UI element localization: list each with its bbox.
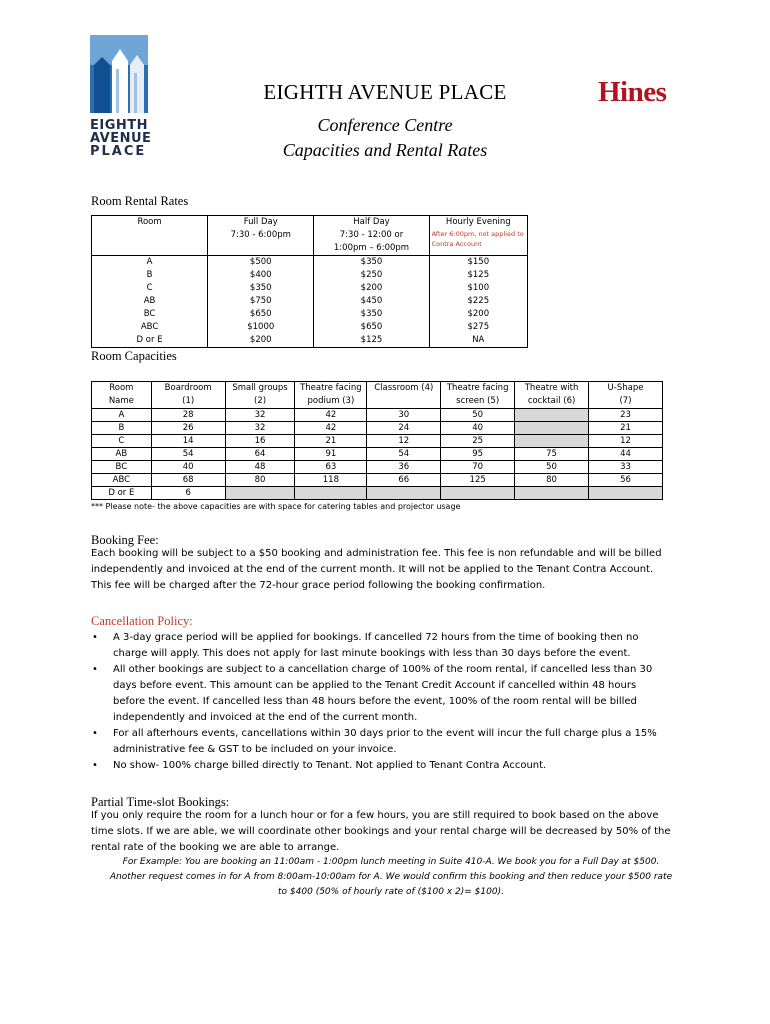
partial-heading: Partial Time-slot Bookings: [91, 795, 230, 809]
rates-full-day-column [208, 256, 314, 348]
capacity-header-line: Theatre facing [446, 383, 509, 393]
capacity-cell: 26 [151, 422, 225, 435]
capacity-cell: 125 [441, 474, 515, 487]
logo-word-1: EIGHTH [90, 118, 149, 133]
rate-hourly-value: $200 [467, 309, 490, 319]
rates-header-room: Room [92, 216, 208, 256]
rate-half-day-value: $200 [360, 283, 383, 293]
capacity-cell: 95 [441, 448, 515, 461]
rate-room-name: D or E [136, 335, 163, 345]
capacity-cell: 32 [225, 422, 295, 435]
subtitle-capacities: Capacities and Rental Rates [282, 140, 488, 160]
capacity-header [515, 382, 589, 409]
capacity-cell [441, 487, 515, 500]
logo-word-2: AVENUE [90, 131, 152, 146]
capacity-header-line: Theatre facing [300, 383, 362, 393]
example-line: For Example: You are booking an 11:00am - 1:00pm lunch meeting in Suite 410-A. We book you for a Full Day at $500. [122, 857, 660, 867]
partial-line: time slots. If we are able, we will coordinate other bookings and your rental charge will be decreased by 50% of the [91, 826, 671, 837]
rates-room-column [92, 256, 208, 348]
capacity-cell [515, 435, 589, 448]
capacity-header-line: Name [108, 396, 134, 406]
capacity-cell: 66 [367, 474, 441, 487]
rate-full-day-value: $200 [249, 335, 272, 345]
rate-room-name: BC [143, 309, 156, 319]
capacity-cell: 12 [367, 435, 441, 448]
capacity-header-line: Boardroom [164, 383, 212, 393]
capacity-cell: 16 [225, 435, 295, 448]
cancellation-item [91, 662, 681, 726]
capacity-cell [367, 487, 441, 500]
capacity-header-line: screen (5) [456, 396, 500, 406]
bullet-icon: • [92, 664, 98, 675]
capacity-cell [515, 409, 589, 422]
cancellation-item [91, 758, 681, 774]
rate-half-day-value: $450 [360, 296, 383, 306]
rate-hourly-value: $225 [467, 296, 490, 306]
rate-hourly-value: $150 [467, 257, 490, 267]
capacity-header-line: Small groups [232, 383, 288, 393]
capacity-cell [515, 487, 589, 500]
capacity-cell: 64 [225, 448, 295, 461]
capacity-cell: 75 [515, 448, 589, 461]
capacity-cell: 54 [151, 448, 225, 461]
rate-full-day-value: $1000 [247, 322, 275, 332]
rate-room-name: AB [143, 296, 156, 306]
partial-line: If you only require the room for a lunch hour or for a few hours, you are still required to book based on the above [91, 810, 659, 821]
capacity-cell: A [92, 409, 152, 422]
rate-room-name: ABC [140, 322, 159, 332]
capacity-cell: 54 [367, 448, 441, 461]
rate-hourly-value: NA [472, 335, 485, 345]
subtitle-conference: Conference Centre [317, 115, 453, 135]
capacity-cell: 32 [225, 409, 295, 422]
capacity-header [367, 382, 441, 409]
capacity-cell: BC [92, 461, 152, 474]
rate-half-day-value: $125 [360, 335, 383, 345]
capacity-cell: 24 [367, 422, 441, 435]
capacity-cell: 50 [441, 409, 515, 422]
capacity-cell: 28 [151, 409, 225, 422]
page-title: EIGHTH AVENUE PLACE [263, 80, 507, 104]
capacity-header [151, 382, 225, 409]
rates-header-hourly: Hourly Evening After 6:00pm, not applied to Contra Account [429, 216, 527, 256]
example-line: to $400 (50% of hourly rate of ($100 x 2)= $100). [278, 887, 504, 897]
rate-half-day-value: $650 [360, 322, 383, 332]
rental-rates-heading: Room Rental Rates [91, 194, 189, 208]
cancellation-line: A 3-day grace period will be applied for bookings. If cancelled 72 hours from the time of booking then no [113, 632, 639, 643]
rate-full-day-value: $500 [249, 257, 272, 267]
booking-fee-line: This fee will be charged after the 72-hour grace period following the booking confirmation. [91, 580, 546, 591]
bullet-icon: • [92, 760, 98, 771]
capacity-cell [295, 487, 367, 500]
capacity-row [92, 409, 663, 422]
capacity-cell: 80 [225, 474, 295, 487]
rental-rates-table [91, 215, 528, 348]
capacity-cell: 14 [151, 435, 225, 448]
capacity-cell: 36 [367, 461, 441, 474]
rate-room-name: B [146, 270, 153, 280]
capacities-heading: Room Capacities [91, 349, 177, 363]
cancellation-line: All other bookings are subject to a cancellation charge of 100% of the room rental, if cancelled less than 30 [113, 664, 653, 675]
partial-line: rental rate of the booking we are able to arrange. [91, 842, 340, 853]
capacity-cell: 48 [225, 461, 295, 474]
rate-full-day-value: $400 [249, 270, 272, 280]
capacity-header-line: (2) [254, 396, 267, 406]
rate-full-day-value: $350 [249, 283, 272, 293]
rate-half-day-value: $350 [360, 257, 383, 267]
bullet-icon: • [92, 728, 98, 739]
rates-half-day-column [314, 256, 429, 348]
partial-text [91, 808, 691, 856]
capacity-cell: 70 [441, 461, 515, 474]
capacity-header-line: U-Shape [607, 383, 644, 393]
capacity-cell: ABC [92, 474, 152, 487]
booking-fee-line: independently and invoiced at the end of the current month. It will not be applied to the Tenant Contra Account. [91, 564, 654, 575]
capacity-cell: 56 [589, 474, 663, 487]
capacity-row [92, 448, 663, 461]
capacity-header-line: (7) [619, 396, 632, 406]
capacity-cell: 40 [151, 461, 225, 474]
cancellation-list [91, 630, 681, 774]
capacity-cell: 21 [295, 435, 367, 448]
capacity-cell: B [92, 422, 152, 435]
rate-full-day-value: $650 [249, 309, 272, 319]
capacity-header [92, 382, 152, 409]
capacity-cell: 44 [589, 448, 663, 461]
cancellation-line: days before event. This amount can be applied to the Tenant Credit Account if cancelled within 48 hours [113, 680, 637, 691]
capacity-header [295, 382, 367, 409]
capacity-cell [225, 487, 295, 500]
cancellation-line: For all afterhours events, cancellations within 30 days prior to the event will incur the full charge plus a 15% [113, 728, 657, 739]
rate-half-day-value: $250 [360, 270, 383, 280]
capacity-cell: C [92, 435, 152, 448]
capacity-header-line: cocktail (6) [527, 396, 576, 406]
capacity-cell: 80 [515, 474, 589, 487]
rate-hourly-value: $125 [467, 270, 490, 280]
capacity-header-line: (1) [182, 396, 195, 406]
capacities-table [91, 381, 663, 500]
capacity-row [92, 435, 663, 448]
capacity-row [92, 461, 663, 474]
capacity-row [92, 422, 663, 435]
rate-hourly-value: $275 [467, 322, 490, 332]
capacity-cell: 68 [151, 474, 225, 487]
cancellation-item [91, 726, 681, 758]
capacity-header-line: podium (3) [307, 396, 355, 406]
capacity-row [92, 474, 663, 487]
capacity-cell: 33 [589, 461, 663, 474]
partial-example [91, 855, 691, 900]
hines-logo: Hines [598, 76, 667, 108]
cancellation-line: before the event. If cancelled less than 48 hours before the event, 100% of the room rental will be billed [113, 696, 637, 707]
capacity-header-line: Room [109, 383, 134, 393]
capacity-header [441, 382, 515, 409]
booking-fee-text [91, 546, 691, 594]
capacity-header-line: Theatre with [524, 383, 579, 393]
capacity-cell: 40 [441, 422, 515, 435]
capacity-cell: 6 [151, 487, 225, 500]
cancellation-line: No show- 100% charge billed directly to Tenant. Not applied to Tenant Contra Account. [113, 760, 547, 771]
rates-header-half-day: Half Day 7:30 - 12:00 or 1:00pm – 6:00pm [314, 216, 429, 256]
capacity-cell: 42 [295, 409, 367, 422]
example-line: Another request comes in for A from 8:00am-10:00am for A. We would confirm this booking and then reduce your $500 rate [109, 872, 673, 882]
bullet-icon: • [92, 632, 98, 643]
capacity-cell: 30 [367, 409, 441, 422]
booking-fee-heading: Booking Fee: [91, 533, 159, 547]
capacity-header [225, 382, 295, 409]
capacity-row [92, 487, 663, 500]
cancellation-line: charge will apply. This does not apply for last minute bookings with less than 30 days before the event. [113, 648, 631, 659]
rate-room-name: C [146, 283, 153, 293]
capacity-cell: 23 [589, 409, 663, 422]
capacity-cell: 42 [295, 422, 367, 435]
capacity-cell: AB [92, 448, 152, 461]
rate-hourly-value: $100 [467, 283, 490, 293]
capacity-cell: 21 [589, 422, 663, 435]
capacities-note: *** Please note- the above capacities are with space for catering tables and projector usage [91, 502, 461, 511]
capacity-cell: 63 [295, 461, 367, 474]
cancellation-heading: Cancellation Policy: [91, 614, 193, 628]
booking-fee-line: Each booking will be subject to a $50 booking and administration fee. This fee is non refundable and will be billed [91, 548, 662, 559]
capacity-cell: 118 [295, 474, 367, 487]
cancellation-line: administrative fee & GST to be included on your invoice. [113, 744, 397, 755]
capacity-cell: 50 [515, 461, 589, 474]
capacity-cell: 91 [295, 448, 367, 461]
cancellation-line: independently and invoiced at the end of the current month. [113, 712, 418, 723]
capacity-cell [589, 487, 663, 500]
capacity-header [589, 382, 663, 409]
rate-full-day-value: $750 [249, 296, 272, 306]
rates-hourly-column [429, 256, 527, 348]
capacity-cell [515, 422, 589, 435]
capacity-cell: 12 [589, 435, 663, 448]
rate-room-name: A [146, 257, 153, 267]
capacity-cell: D or E [92, 487, 152, 500]
cancellation-item [91, 630, 681, 662]
capacity-cell: 25 [441, 435, 515, 448]
logo-word-3: PLACE [90, 144, 147, 159]
rates-header-full-day: Full Day 7:30 - 6:00pm [208, 216, 314, 256]
capacity-header-line: Classroom (4) [374, 383, 434, 393]
rate-half-day-value: $350 [360, 309, 383, 319]
